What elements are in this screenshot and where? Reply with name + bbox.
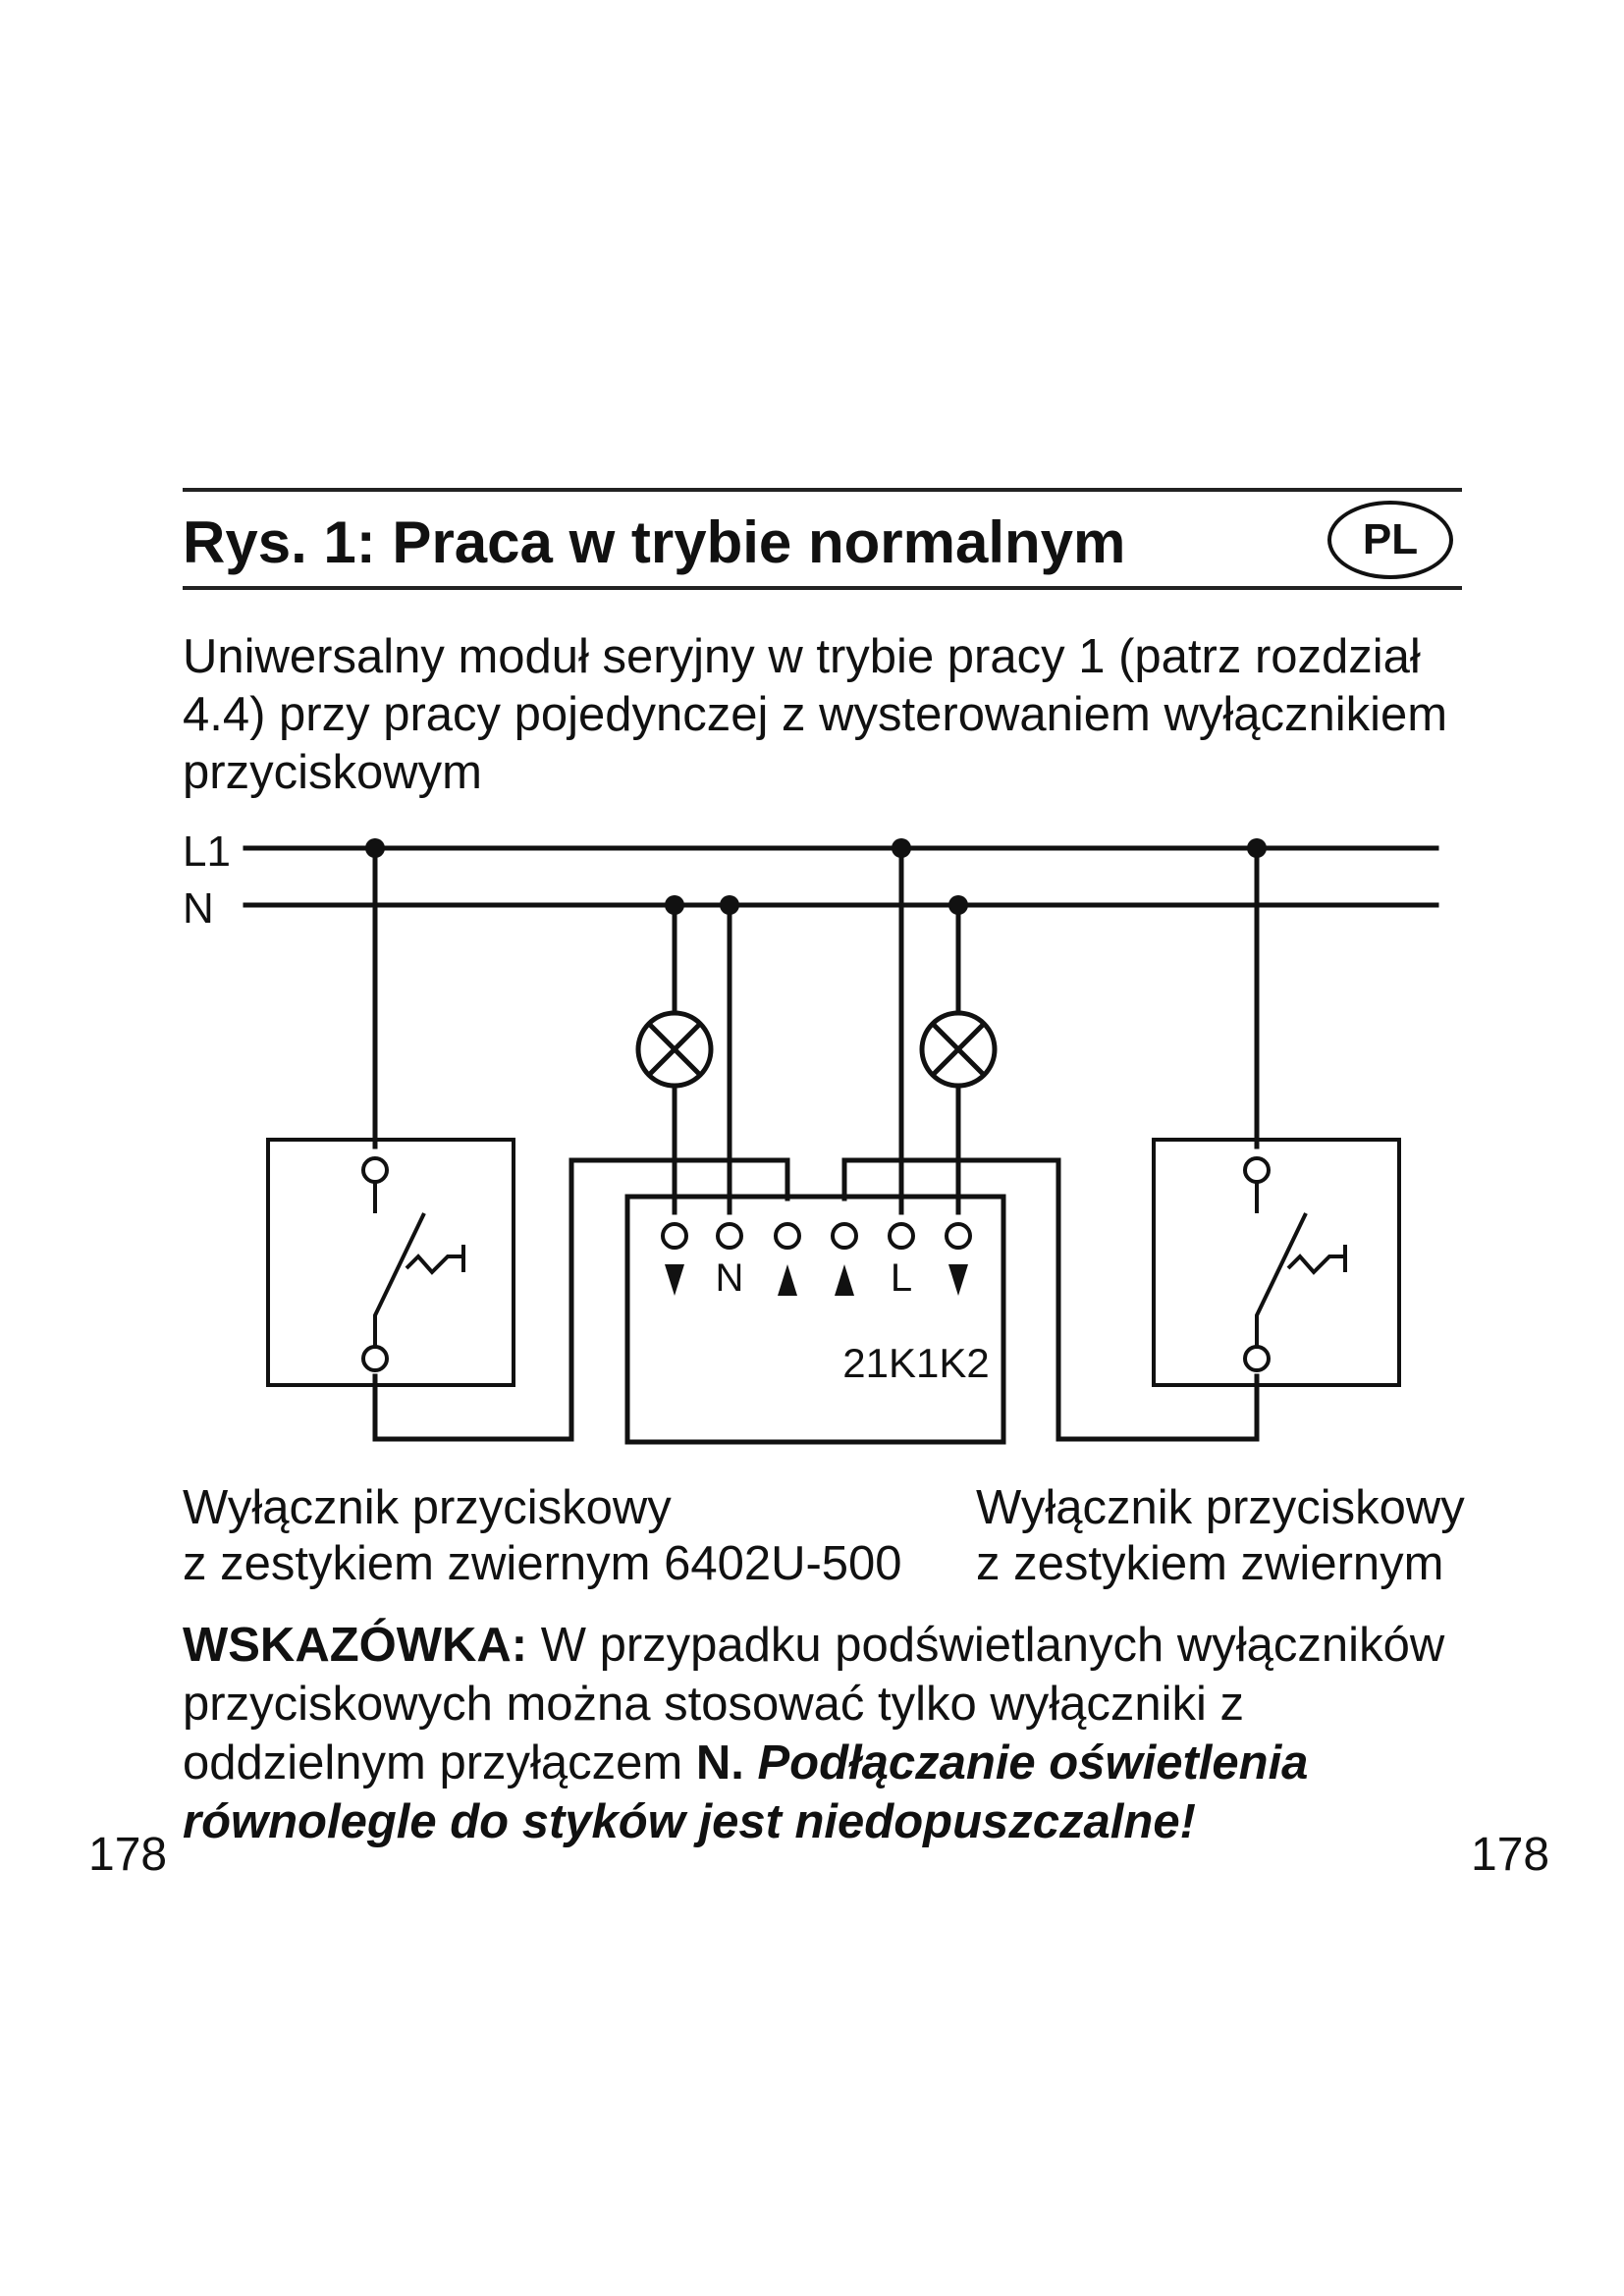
lamp-2 bbox=[922, 1013, 995, 1086]
junction-dot bbox=[720, 895, 739, 915]
left-return-wire bbox=[375, 1160, 787, 1439]
intro-line: 4.4) przy pracy pojedynczej z wysterowaniem wyłącznikiem bbox=[183, 688, 1448, 741]
junction-dot bbox=[892, 838, 911, 858]
junction-dot bbox=[1247, 838, 1267, 858]
note-line: przyciskowych można stosować tylko wyłączniki z bbox=[183, 1678, 1245, 1731]
note-line bbox=[183, 1734, 1528, 1792]
language-badge: PL bbox=[1327, 501, 1453, 579]
caption-line bbox=[183, 1536, 902, 1592]
arrow-up-icon bbox=[835, 1264, 854, 1296]
intro-line: przyciskowym bbox=[183, 746, 482, 799]
page-number-left: 178 bbox=[88, 1829, 168, 1881]
caption-text: z zestykiem zwiernym bbox=[183, 1537, 651, 1590]
arrow-down-icon bbox=[665, 1264, 684, 1296]
note-label: WSKAZÓWKA: bbox=[183, 1619, 528, 1672]
terminal-label-n: N bbox=[715, 1256, 744, 1300]
bus-label-l1: L1 bbox=[183, 828, 231, 876]
right-return-wire bbox=[844, 1160, 1257, 1439]
note-paragraph bbox=[183, 1616, 1528, 1851]
left-pushbutton-symbol bbox=[363, 1158, 463, 1370]
arrow-down-icon bbox=[948, 1264, 968, 1296]
caption-line: Wyłącznik przyciskowy bbox=[183, 1481, 672, 1534]
left-switch-caption bbox=[183, 1480, 902, 1592]
junction-dot bbox=[365, 838, 385, 858]
lamp-1 bbox=[638, 1013, 711, 1086]
right-pushbutton-symbol bbox=[1245, 1158, 1345, 1370]
module-code: 21K1K2 bbox=[842, 1340, 990, 1386]
caption-line: Wyłącznik przyciskowy bbox=[976, 1481, 1465, 1534]
left-pushbutton-box bbox=[268, 1140, 514, 1385]
right-switch-caption bbox=[976, 1480, 1465, 1592]
arrow-up-icon bbox=[778, 1264, 797, 1296]
note-text: oddzielnym przyłączem bbox=[183, 1736, 696, 1789]
note-text: W przypadku podświetlanych wyłączników bbox=[527, 1619, 1445, 1672]
caption-line: z zestykiem zwiernym bbox=[976, 1537, 1444, 1590]
note-line bbox=[183, 1616, 1528, 1675]
note-n: N. bbox=[695, 1736, 744, 1789]
note-warning: równolegle do styków jest niedopuszczalne! bbox=[183, 1795, 1196, 1848]
terminal-label-l: L bbox=[890, 1256, 913, 1300]
junction-dot bbox=[665, 895, 684, 915]
right-pushbutton-box bbox=[1154, 1140, 1399, 1385]
module-model: 6402U-500 bbox=[664, 1537, 902, 1590]
junction-dot bbox=[948, 895, 968, 915]
page-number-right: 178 bbox=[1471, 1829, 1550, 1881]
bus-label-n: N bbox=[183, 884, 214, 933]
note-warning: Podłączanie oświetlenia bbox=[743, 1736, 1309, 1789]
module-terminals bbox=[663, 1224, 970, 1248]
page-title: Rys. 1: Praca w trybie normalnym bbox=[183, 509, 1126, 575]
intro-line: Uniwersalny moduł seryjny w trybie pracy 1 (patrz rozdział bbox=[183, 630, 1421, 683]
